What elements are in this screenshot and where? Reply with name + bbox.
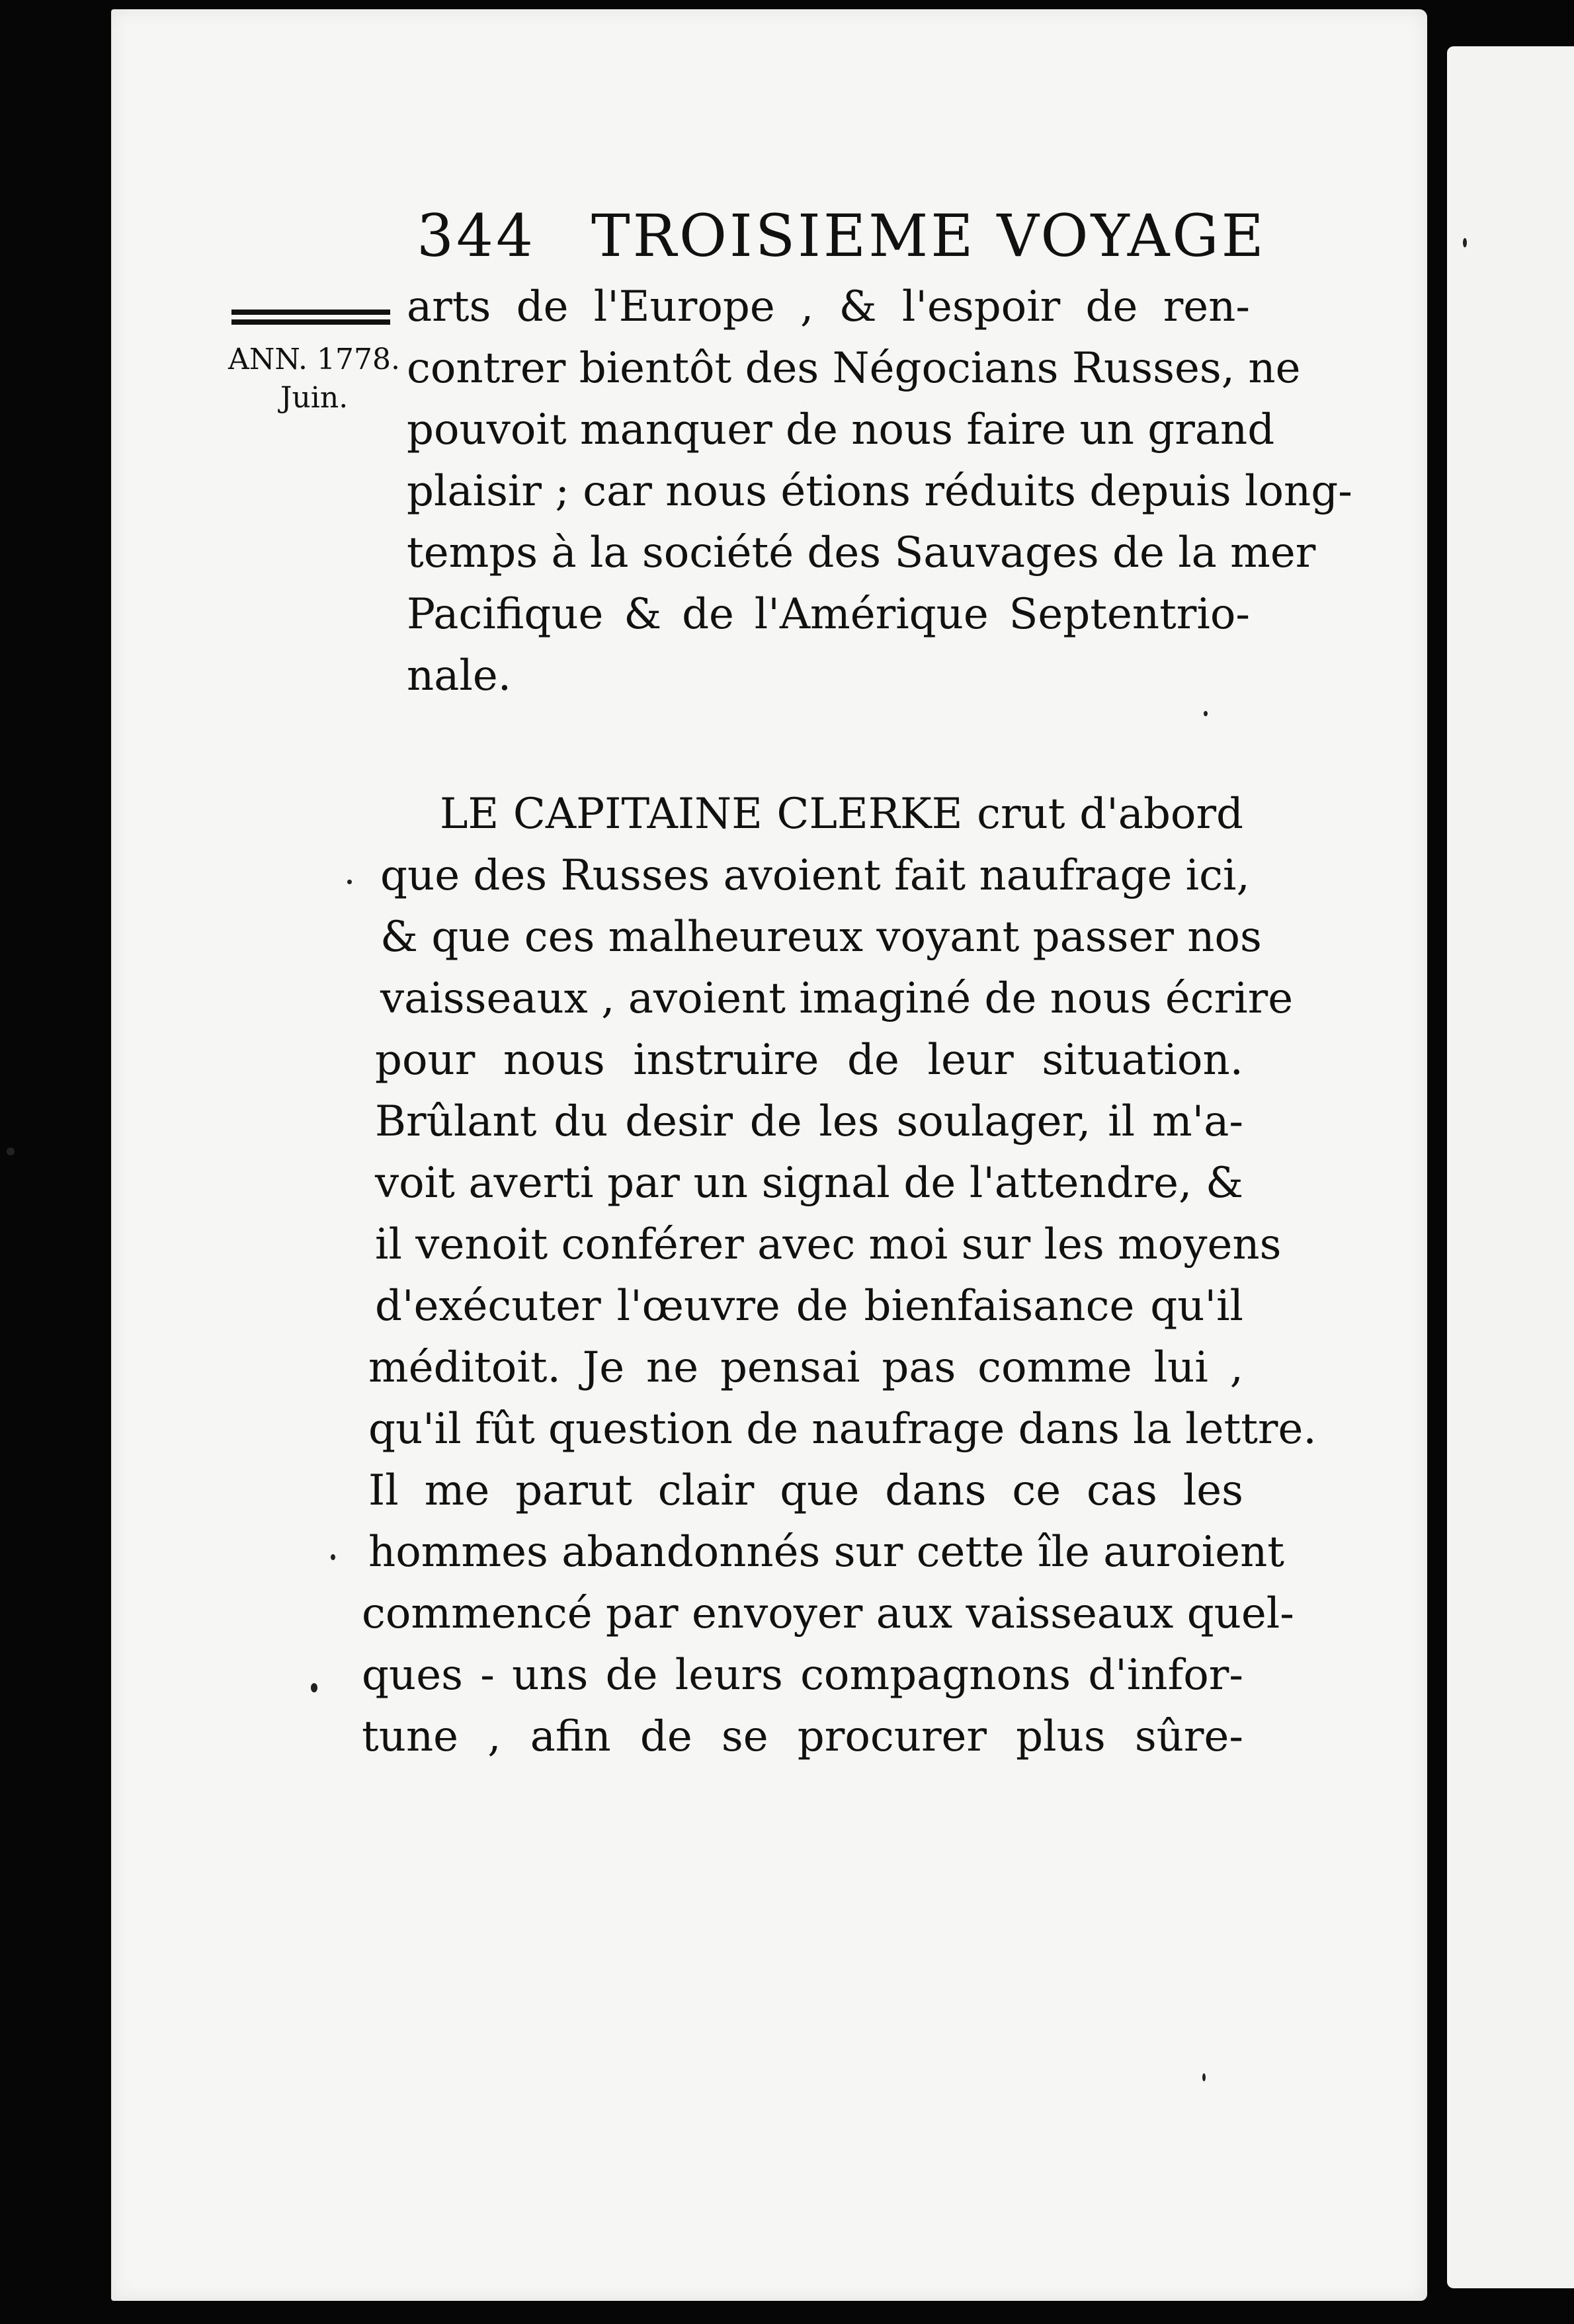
text-line: tune , afin de se procurer plus sûre- <box>362 1712 1243 1761</box>
text-line: plaisir ; car nous étions réduits depuis long- <box>407 467 1352 516</box>
text-line: commencé par envoyer aux vaisseaux quel- <box>362 1589 1294 1638</box>
page-number: 344 <box>417 202 536 270</box>
margin-rule <box>231 310 390 329</box>
running-title: TROISIEME VOYAGE <box>591 202 1266 270</box>
text-line: LE CAPITAINE CLERKE crut d'abord <box>440 790 1243 839</box>
text-line: méditoit. Je ne pensai pas comme lui , <box>368 1343 1243 1392</box>
ink-speck <box>331 1554 335 1560</box>
text-line: & que ces malheureux voyant passer nos <box>380 913 1262 962</box>
text-line: contrer bientôt des Négocians Russes, ne <box>407 344 1301 393</box>
text-line: vaisseaux , avoient imaginé de nous écrire <box>380 974 1294 1023</box>
text-line: Pacifique & de l'Amérique Septentrio- <box>407 590 1250 639</box>
rule-line <box>231 319 390 325</box>
text-line: temps à la société des Sauvages de la mer <box>407 528 1316 577</box>
text-line: il venoit conférer avec moi sur les moyens <box>375 1220 1282 1269</box>
ink-speck <box>1463 238 1467 247</box>
text-line: nale. <box>407 651 512 700</box>
facing-page-edge <box>1447 46 1574 2288</box>
paragraph-2 <box>362 784 1317 1768</box>
ink-speck <box>1202 2073 1206 2081</box>
margin-note <box>225 341 403 417</box>
ink-speck <box>311 1683 317 1692</box>
text-line: Il me parut clair que dans ce cas les <box>368 1466 1243 1515</box>
text-line: que des Russes avoient fait naufrage ici, <box>380 851 1250 900</box>
ink-speck <box>1204 711 1208 716</box>
text-line: hommes abandonnés sur cette île auroient <box>368 1528 1284 1577</box>
margin-month: Juin. <box>280 381 349 415</box>
ink-speck <box>7 1147 15 1155</box>
text-line: Brûlant du desir de les soulager, il m'a- <box>375 1097 1243 1146</box>
running-head <box>417 202 1266 270</box>
paragraph-1 <box>407 276 1352 707</box>
text-line: ques - uns de leurs compagnons d'infor- <box>362 1651 1243 1700</box>
ink-speck <box>347 880 352 884</box>
text-line: arts de l'Europe , & l'espoir de ren- <box>407 282 1250 331</box>
text-line: pouvoit manquer de nous faire un grand <box>407 405 1275 454</box>
margin-year: ANN. 1778. <box>228 343 400 376</box>
text-line: d'exécuter l'œuvre de bienfaisance qu'il <box>375 1282 1243 1331</box>
text-line: pour nous instruire de leur situation. <box>375 1036 1243 1085</box>
text-line: qu'il fût question de naufrage dans la lettre. <box>368 1405 1317 1454</box>
text-line: voit averti par un signal de l'attendre, & <box>375 1159 1243 1208</box>
rule-line <box>231 310 390 315</box>
